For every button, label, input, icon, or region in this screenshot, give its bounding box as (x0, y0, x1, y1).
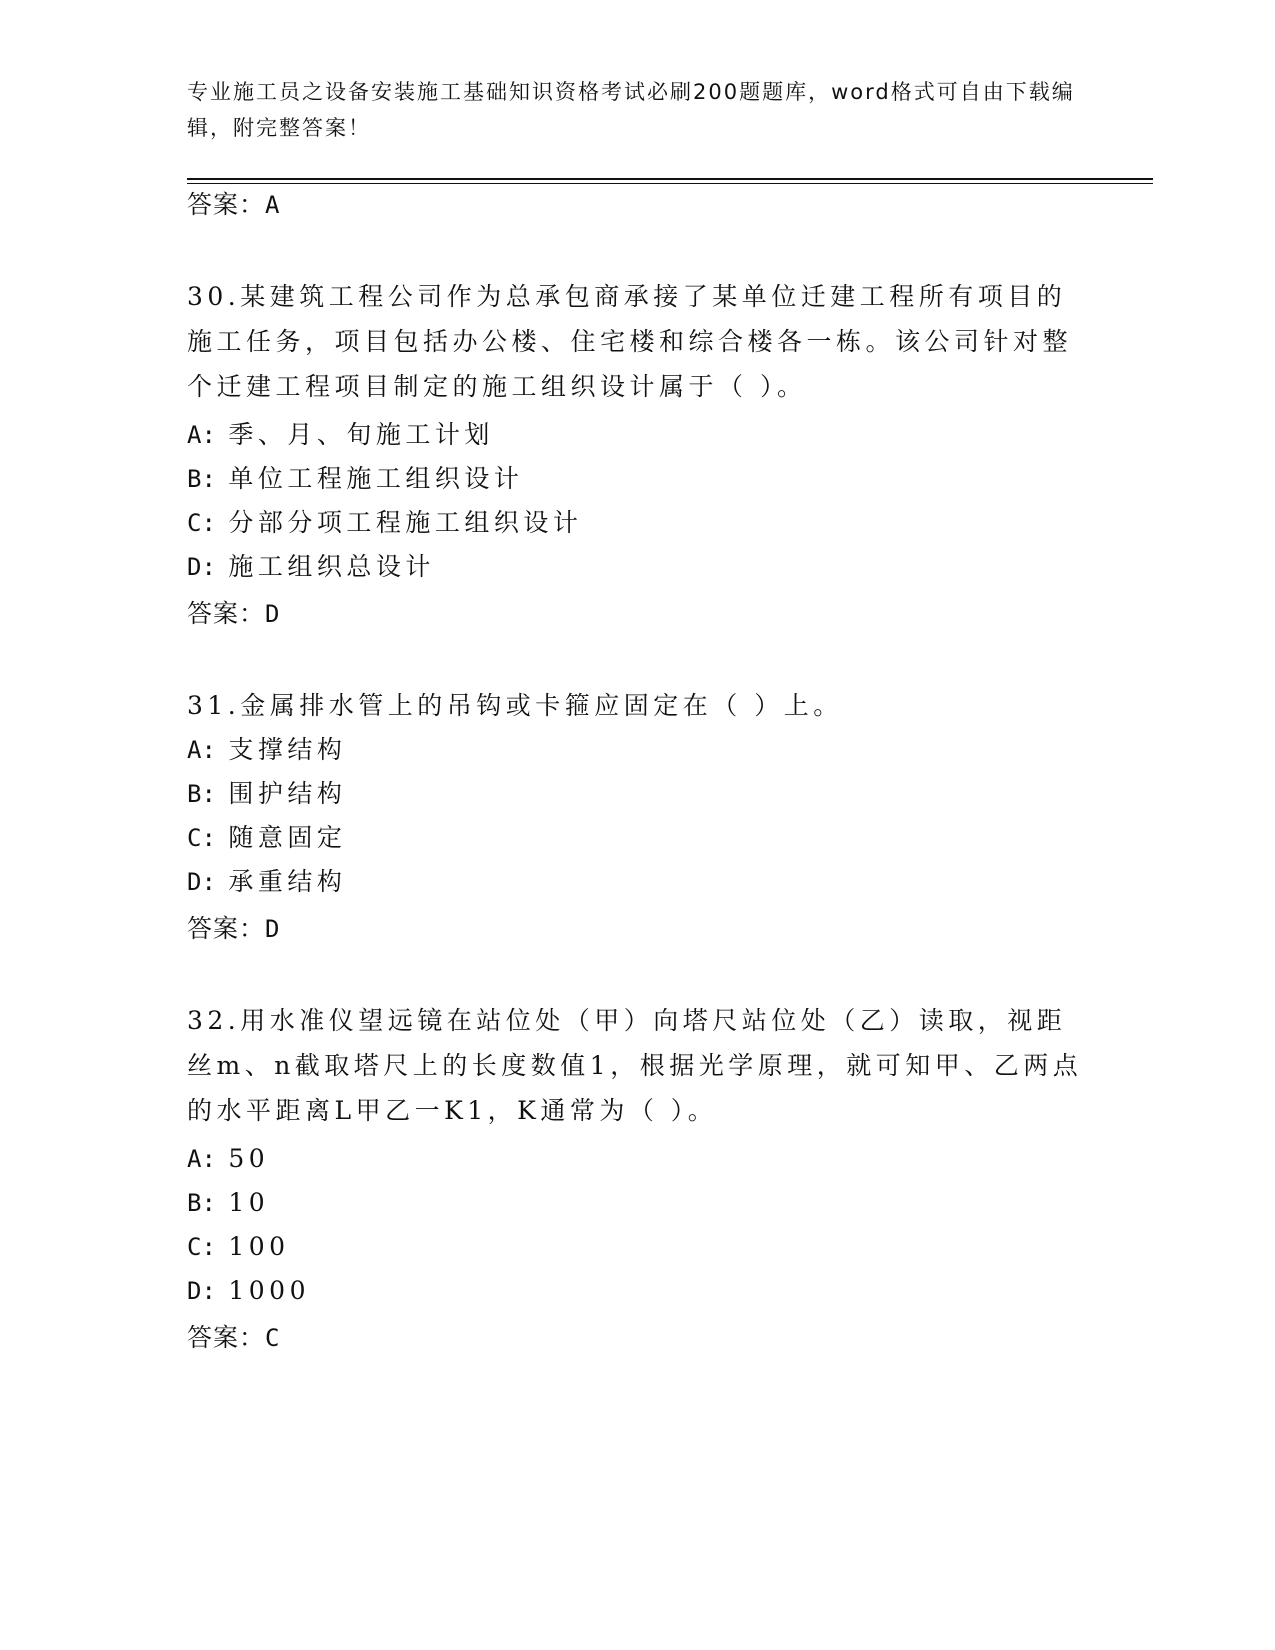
question-31-stem: 31.金属排水管上的吊钩或卡箍应固定在（ ）上。 (187, 691, 843, 720)
answer-label: 答案： (187, 599, 266, 628)
option-text: 围护结构 (228, 779, 347, 808)
option-text: 季、月、旬施工计划 (228, 420, 494, 449)
question-30-option-b (187, 462, 523, 496)
option-text: 1000 (228, 1276, 310, 1305)
option-text: 50 (228, 1144, 270, 1173)
question-32-option-a (187, 1142, 269, 1176)
option-key: A: (187, 1145, 216, 1173)
option-key: C: (187, 509, 216, 537)
option-key: B: (187, 780, 216, 808)
question-32-option-c (187, 1230, 290, 1264)
option-key: D: (187, 1277, 216, 1305)
option-key: C: (187, 824, 216, 852)
answer-line-30 (187, 597, 280, 631)
option-key: A: (187, 421, 216, 449)
question-30-stem: 30.某建筑工程公司作为总承包商承接了某单位迁建工程所有项目的施工任务，项目包括办公楼、住宅楼和综合楼各一栋。该公司针对整个迁建工程项目制定的施工组织设计属于（ ）。 (187, 282, 1073, 401)
option-text: 施工组织总设计 (228, 552, 435, 581)
answer-value: A (265, 191, 281, 219)
option-text: 10 (228, 1188, 270, 1217)
option-key: C: (187, 1233, 216, 1261)
header-rule (187, 178, 1153, 180)
question-31-option-a (187, 733, 346, 767)
option-key: B: (187, 1189, 216, 1217)
option-text: 支撑结构 (228, 735, 347, 764)
answer-line-32 (187, 1321, 280, 1355)
header-rule-thin (187, 183, 1153, 184)
question-31-option-b (187, 777, 346, 811)
option-text: 承重结构 (228, 867, 347, 896)
question-30-option-d (187, 550, 435, 584)
option-text: 单位工程施工组织设计 (228, 464, 524, 493)
option-text: 分部分项工程施工组织设计 (228, 508, 583, 537)
question-32-option-d (187, 1274, 310, 1308)
answer-value: C (265, 1324, 281, 1352)
question-32-stem: 32.用水准仪望远镜在站位处（甲）向塔尺站位处（乙）读取，视距丝m、n截取塔尺上的长度数值1，根据光学原理，就可知甲、乙两点的水平距离L甲乙一K1，K通常为（ ）。 (187, 1006, 1083, 1125)
answer-line-prev (187, 188, 280, 222)
question-31-option-c (187, 821, 346, 855)
question-32-option-b (187, 1186, 269, 1220)
question-31-option-d (187, 865, 346, 899)
option-key: D: (187, 868, 216, 896)
answer-label: 答案： (187, 914, 266, 943)
question-30-option-a (187, 418, 494, 452)
question-30-option-c (187, 506, 582, 540)
page-header: 专业施工员之设备安装施工基础知识资格考试必刷200题题库，word格式可自由下载编辑，附完整答案！ (187, 80, 1075, 140)
answer-value: D (265, 915, 281, 943)
option-key: A: (187, 736, 216, 764)
answer-label: 答案： (187, 1323, 266, 1352)
option-text: 100 (228, 1232, 290, 1261)
option-key: D: (187, 553, 216, 581)
option-key: B: (187, 465, 216, 493)
option-text: 随意固定 (228, 823, 347, 852)
answer-line-31 (187, 912, 280, 946)
answer-value: D (265, 600, 281, 628)
answer-label: 答案： (187, 190, 266, 219)
